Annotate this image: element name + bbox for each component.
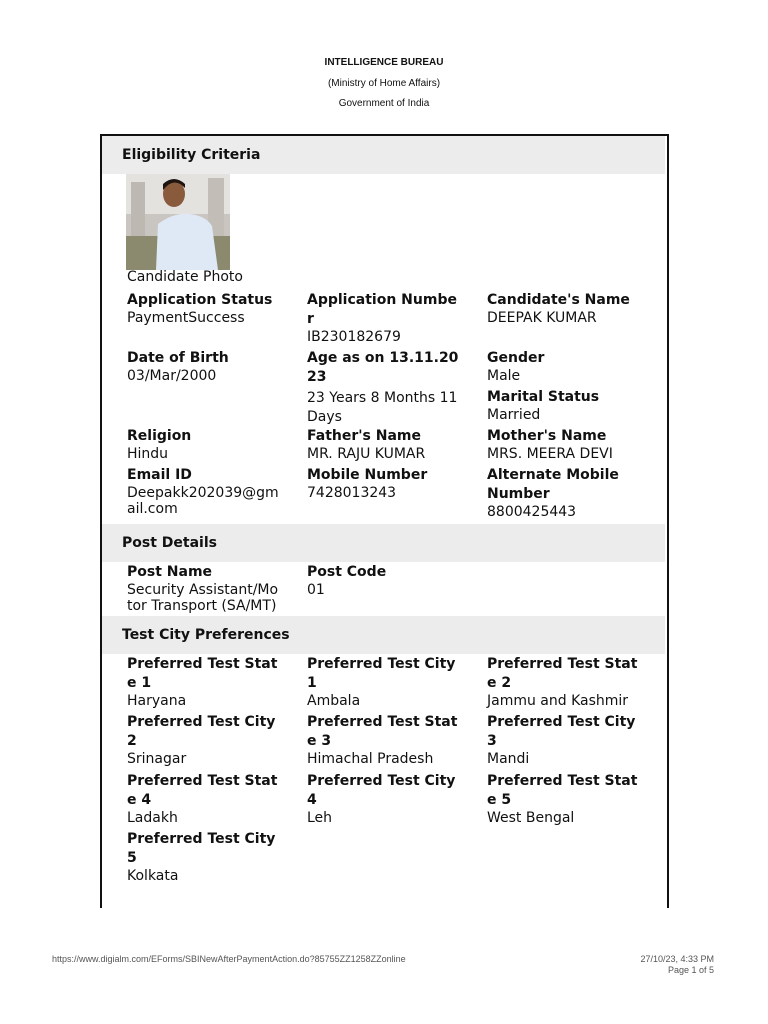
pref-state-4-label: Preferred Test State 4 xyxy=(127,773,278,808)
field-pref-state-4 xyxy=(127,772,279,826)
pref-state-1-value: Haryana xyxy=(127,693,187,709)
org-title: INTELLIGENCE BUREAU xyxy=(324,57,444,68)
field-application-status xyxy=(127,291,279,326)
section-test-city-preferences xyxy=(102,616,665,654)
pref-state-2-label: Preferred Test State 2 xyxy=(487,656,638,691)
section-post-details-title: Post Details xyxy=(122,535,217,551)
alternate-mobile-label: Alternate Mobile Number xyxy=(487,467,619,502)
field-age xyxy=(307,349,459,427)
gender-value: Male xyxy=(487,368,521,384)
pref-city-2-label: Preferred Test City 2 xyxy=(127,714,276,749)
field-pref-city-5 xyxy=(127,830,279,884)
section-eligibility-title: Eligibility Criteria xyxy=(122,147,261,163)
field-post-code xyxy=(307,563,459,598)
application-number-value: IB230182679 xyxy=(307,329,401,345)
field-mobile xyxy=(307,466,459,501)
pref-state-2-value: Jammu and Kashmir xyxy=(487,693,629,709)
pref-city-4-value: Leh xyxy=(307,810,333,826)
field-post-name xyxy=(127,563,279,614)
religion-label: Religion xyxy=(127,428,192,444)
field-father-name xyxy=(307,427,459,462)
marital-status-value: Married xyxy=(487,407,541,423)
field-pref-state-2 xyxy=(487,655,639,709)
mobile-value: 7428013243 xyxy=(307,485,397,501)
pref-state-1-label: Preferred Test State 1 xyxy=(127,656,278,691)
application-status-label: Application Status xyxy=(127,292,273,308)
post-code-value: 01 xyxy=(307,582,325,598)
mother-name-label: Mother's Name xyxy=(487,428,607,444)
dob-value: 03/Mar/2000 xyxy=(127,368,217,384)
candidate-name-label: Candidate's Name xyxy=(487,292,630,308)
pref-state-3-value: Himachal Pradesh xyxy=(307,751,434,767)
pref-city-3-label: Preferred Test City 3 xyxy=(487,714,636,749)
section-eligibility xyxy=(102,136,665,174)
candidate-name-value: DEEPAK KUMAR xyxy=(487,310,597,326)
pref-city-2-value: Srinagar xyxy=(127,751,187,767)
field-date-of-birth xyxy=(127,349,279,384)
pref-state-3-label: Preferred Test State 3 xyxy=(307,714,458,749)
field-pref-city-3 xyxy=(487,713,639,767)
dob-label: Date of Birth xyxy=(127,350,229,366)
field-pref-state-1 xyxy=(127,655,279,709)
field-pref-city-2 xyxy=(127,713,279,767)
religion-value: Hindu xyxy=(127,446,169,462)
pref-city-4-label: Preferred Test City 4 xyxy=(307,773,456,808)
field-email xyxy=(127,466,279,517)
field-application-number xyxy=(307,291,459,345)
email-label: Email ID xyxy=(127,467,192,483)
pref-city-1-value: Ambala xyxy=(307,693,361,709)
pref-city-3-value: Mandi xyxy=(487,751,530,767)
field-pref-state-5 xyxy=(487,772,639,826)
ministry-subtitle: (Ministry of Home Affairs) xyxy=(327,78,441,89)
field-marital-status xyxy=(487,388,639,423)
field-mother-name xyxy=(487,427,639,462)
pref-state-5-label: Preferred Test State 5 xyxy=(487,773,638,808)
mother-name-value: MRS. MEERA DEVI xyxy=(487,446,613,462)
age-label: Age as on 13.11.2023 xyxy=(307,350,459,385)
email-value: Deepakk202039@gmail.com xyxy=(127,485,279,517)
field-religion xyxy=(127,427,279,462)
pref-state-5-value: West Bengal xyxy=(487,810,575,826)
field-alternate-mobile xyxy=(487,466,639,520)
post-code-label: Post Code xyxy=(307,564,387,580)
father-name-label: Father's Name xyxy=(307,428,421,444)
field-pref-city-1 xyxy=(307,655,459,709)
footer-url: https://www.digialm.com/EForms/SBINewAfterPaymentAction.do?85755ZZ1258ZZonline xyxy=(52,954,406,964)
application-status-value: PaymentSuccess xyxy=(127,310,245,326)
section-post-details xyxy=(102,524,665,562)
pref-state-4-value: Ladakh xyxy=(127,810,178,826)
footer-datetime: 27/10/23, 4:33 PM xyxy=(640,954,714,964)
post-name-label: Post Name xyxy=(127,564,213,580)
field-candidate-name xyxy=(487,291,639,326)
application-number-label: Application Number xyxy=(307,292,457,327)
pref-city-5-value: Kolkata xyxy=(127,868,179,884)
government-subtitle: Government of India xyxy=(338,98,430,109)
candidate-photo xyxy=(126,174,230,270)
mobile-label: Mobile Number xyxy=(307,467,428,483)
alternate-mobile-value: 8800425443 xyxy=(487,504,577,520)
field-gender xyxy=(487,349,639,384)
candidate-photo-caption: Candidate Photo xyxy=(127,269,243,285)
section-test-city-title: Test City Preferences xyxy=(122,627,290,643)
pref-city-1-label: Preferred Test City 1 xyxy=(307,656,456,691)
father-name-value: MR. RAJU KUMAR xyxy=(307,446,426,462)
post-name-value: Security Assistant/Motor Transport (SA/MT) xyxy=(127,582,279,614)
footer-page-number: Page 1 of 5 xyxy=(667,965,714,975)
marital-status-label: Marital Status xyxy=(487,389,600,405)
pref-city-5-label: Preferred Test City 5 xyxy=(127,831,276,866)
age-value: 23 Years 8 Months 11 Days xyxy=(307,390,458,425)
field-pref-city-4 xyxy=(307,772,459,826)
gender-label: Gender xyxy=(487,350,545,366)
field-pref-state-3 xyxy=(307,713,459,767)
